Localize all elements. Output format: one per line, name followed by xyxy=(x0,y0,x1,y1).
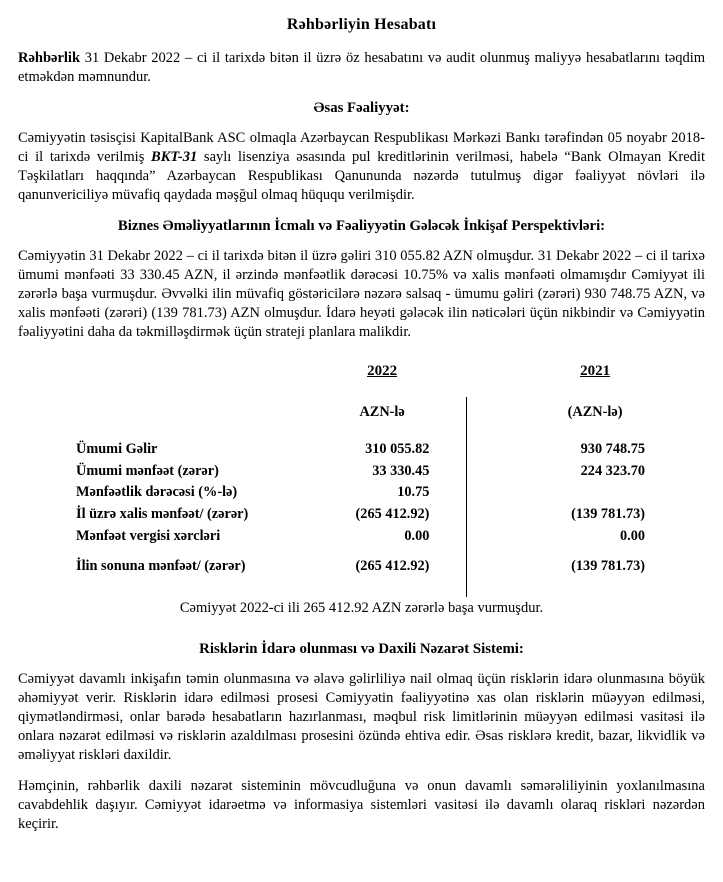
license-number: BKT-31 xyxy=(151,149,198,166)
header-year-2022: 2022 xyxy=(367,362,398,379)
currency-2022: AZN-lə xyxy=(359,404,405,421)
row-value-2021: 930 748.75 xyxy=(580,440,645,457)
currency-2021: (AZN-lə) xyxy=(567,404,623,421)
financial-table-wrapper xyxy=(18,361,705,577)
row-label: Mənfəət vergisi xərcləri xyxy=(76,528,221,545)
row-label: İlin sonuna mənfəət/ (zərər) xyxy=(76,557,246,574)
header-sep xyxy=(471,361,485,386)
table-row xyxy=(18,526,705,548)
business-review-paragraph: Cəmiyyətin 31 Dekabr 2022 – ci il tarixdə bitən il üzrə gəliri 310 055.82 AZN olmuşdur. 31 Dekabr 2022 – ci il tarixə ümumi mənfəəti 33 330.45 AZN, il ərzində mənfəətlik dərəcəsi 10.75% və xalis mənfəəti olmamışdır Cəmiyyət ili zərərlə başa vurmuşdur. Əvvəlki ilin müvafiq göstəricilərə nəzərə salsaq - ümumu gəliri (zərəri) 930 748.75 AZN, və xalis mənfəəti (zərəri) (139 781.73) AZN olmuşdur. İdarə heyəti gələcək ilin nəticələri üçün nikbindir və Cəmiyyətin fəaliyyətini daha da təkmilləşdirmək üçün strateji planlara malikdir. xyxy=(18,247,705,341)
main-activity-part-2: saylı lisenziya əsasında pul kreditlərinin verilməsi, habelə “Bank Olmayan Kredit Təşkilatları haqqında” Azərbaycan Respublikası Qanununda nəzərdə tutulmuş digər fəaliyyət növləri ilə qanunvericiliyə müvafiq qaydada məşğul olmaq hüququ verilmişdir. xyxy=(18,149,705,204)
currency-spacer xyxy=(18,385,293,438)
row-value-2022: 0.00 xyxy=(404,528,430,545)
currency-sep xyxy=(471,385,485,438)
table-row xyxy=(18,438,705,460)
header-spacer xyxy=(18,361,293,386)
intro-lead: Rəhbərlik xyxy=(18,50,81,67)
header-year-2021: 2021 xyxy=(580,362,611,379)
row-value-2022: 310 055.82 xyxy=(365,440,430,457)
intro-text: 31 Dekabr 2022 – ci il tarixdə bitən il üzrə öz hesabatını və audit olunmuş maliyyə hesabatlarını təqdim etməkdən məmnundur. xyxy=(18,50,705,86)
row-label: Ümumi Gəlir xyxy=(76,440,158,457)
risk-paragraph-1: Cəmiyyət davamlı inkişafın təmin olunmasına və əlavə gəlirliliyə nail olmaq üçün risklərin idarə olunmasına böyük əhəmiyyət verir. Risklərin idarə edilməsi prosesi Cəmiyyətin fəaliyyətinə xas olan risklərin müəyyən edilməsi, qiymətləndirməsi, onlar barədə hesabatların hazırlanması, məqbul risk limitlərinin müəyyən edilməsi vasitəsi ilə onlara nəzarət edilməsi və risklərin azaldılması prosesini özündə ehtiva edir. Əsas risklərə kredit, bazar, likvidlik və əməliyyat riskləri daxildir. xyxy=(18,670,705,764)
row-value-2022: (265 412.92) xyxy=(355,506,430,523)
section-heading-risk: Risklərin İdarə olunması və Daxili Nəzarət Sistemi: xyxy=(199,640,524,657)
risk-paragraph-2: Həmçinin, rəhbərlik daxili nəzarət sisteminin mövcudluğuna və onun davamlı səmərəliliyinin yoxlanılmasına cavabdehlik daşıyır. Cəmiyyət idarəetmə və informasiya sistemləri vasitəsi ilə davamlı olaraq riskləri nəzərdən keçirir. xyxy=(18,778,705,833)
row-label: Ümumi mənfəət (zərər) xyxy=(76,462,219,479)
financial-table xyxy=(18,361,705,577)
row-label: İl üzrə xalis mənfəət/ (zərər) xyxy=(76,506,249,523)
row-value-2022: (265 412.92) xyxy=(355,557,430,574)
row-value-2021: (139 781.73) xyxy=(571,557,645,574)
row-value-2021: 224 323.70 xyxy=(580,462,645,479)
page-title: Rəhbərliyin Hesabatı xyxy=(286,16,437,33)
financial-footnote: Cəmiyyət 2022-ci ili 265 412.92 AZN zərərlə başa vurmuşdur. xyxy=(179,599,544,616)
row-value-2022: 10.75 xyxy=(397,484,430,501)
table-currency-row xyxy=(18,385,705,438)
row-sep xyxy=(471,504,485,526)
section-heading-main-activity: Əsas Fəaliyyət: xyxy=(313,100,410,117)
table-row xyxy=(18,482,705,504)
row-value-2021: 0.00 xyxy=(619,528,645,545)
table-row xyxy=(18,504,705,526)
row-value-2022: 33 330.45 xyxy=(372,462,430,479)
section-heading-business-review: Biznes Əməliyyatlarının İcmalı və Fəaliyyətin Gələcək İnkişaf Perspektivləri: xyxy=(117,218,606,235)
column-divider xyxy=(466,397,467,597)
table-header-row xyxy=(18,361,705,386)
intro-paragraph xyxy=(18,49,705,87)
row-sep xyxy=(471,548,485,577)
row-value-2021: (139 781.73) xyxy=(571,506,645,523)
row-label: Mənfəətlik dərəcəsi (%-lə) xyxy=(76,484,238,501)
row-sep xyxy=(471,526,485,548)
main-activity-paragraph xyxy=(18,129,705,206)
row-sep xyxy=(471,438,485,460)
row-sep xyxy=(471,460,485,482)
table-row xyxy=(18,460,705,482)
row-value-2021 xyxy=(485,482,705,504)
row-sep xyxy=(471,482,485,504)
main-activity-part-1: Cəmiyyətin təsisçisi KapitalBank ASC olmaqla Azərbaycan Respublikası Mərkəzi Bankı tərəfindən 05 noyabr 2018-ci il tarixdə verilmiş xyxy=(18,129,705,166)
table-row-total xyxy=(18,548,705,577)
